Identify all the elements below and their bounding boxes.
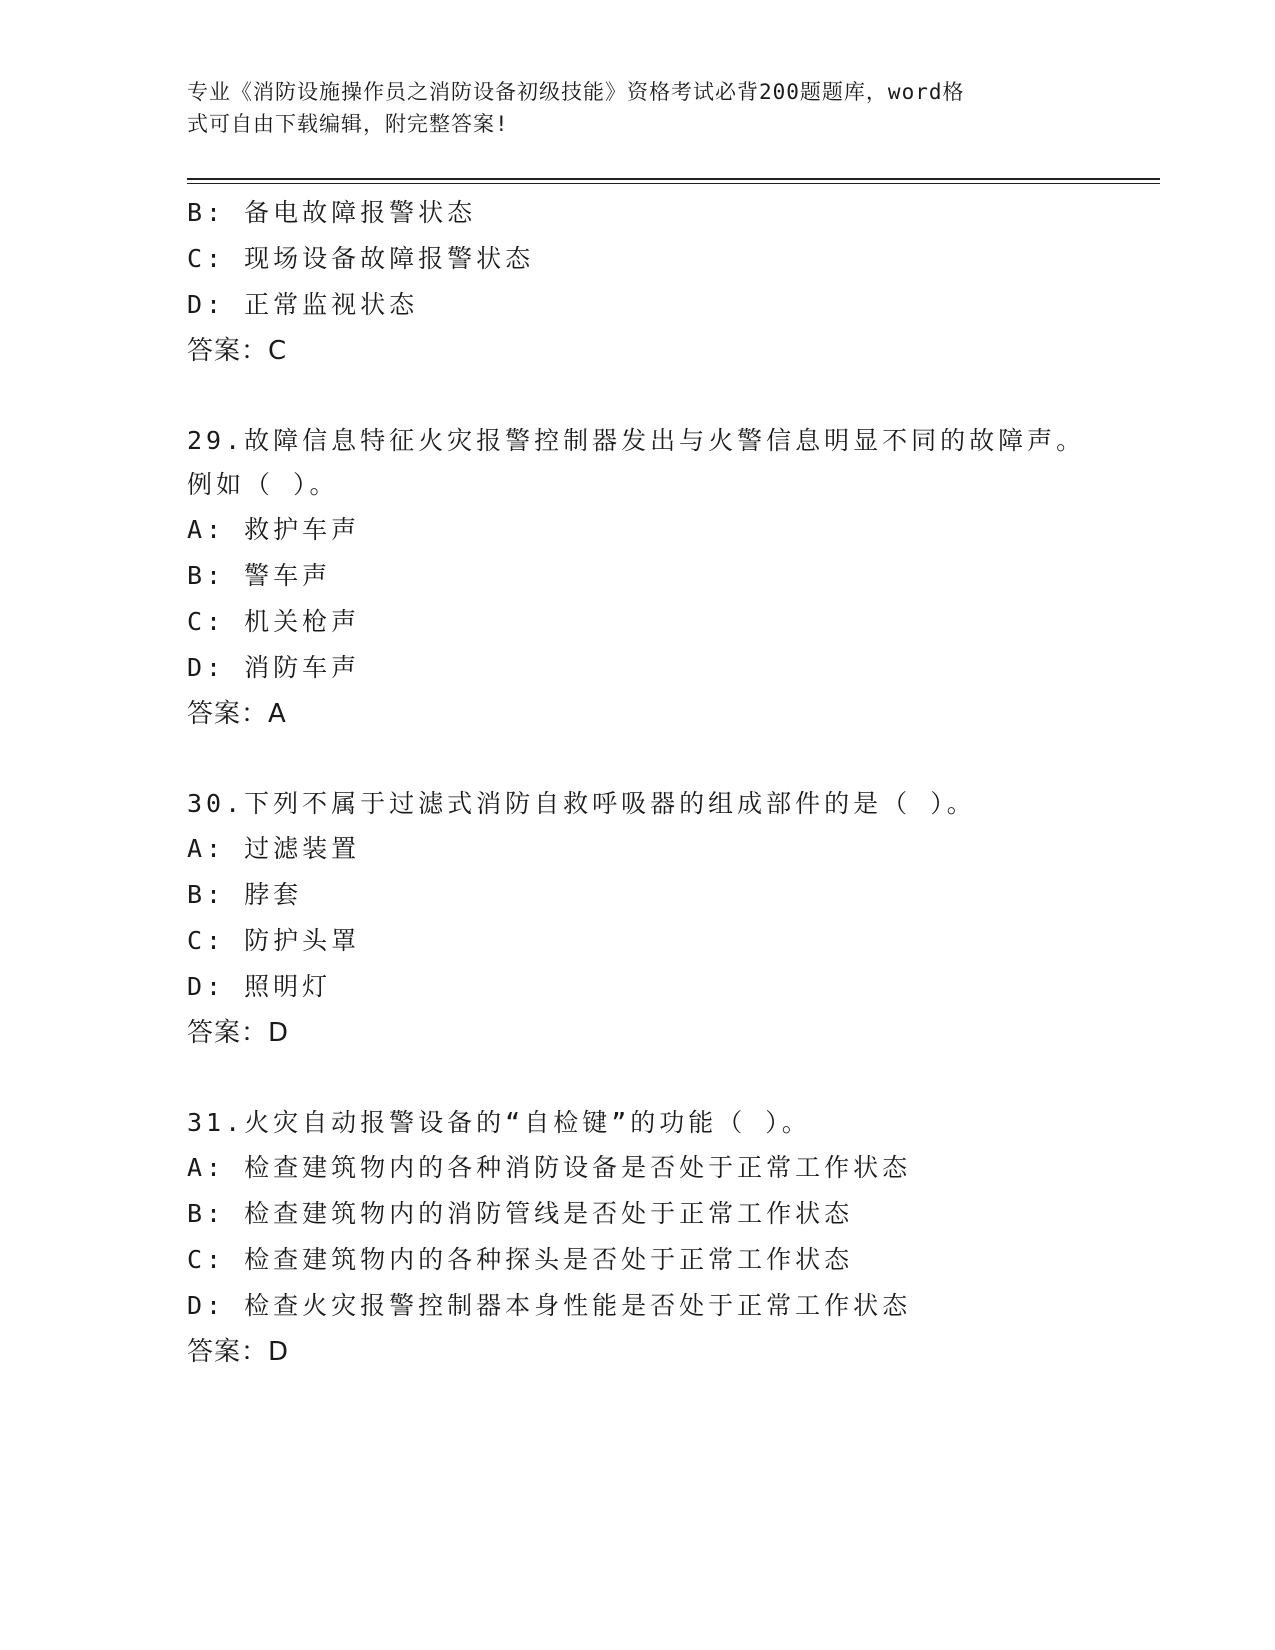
question-29: [187, 419, 1087, 737]
header-divider-thick: [187, 178, 1160, 180]
answer-line: 答案：C: [187, 336, 288, 366]
answer-line: 答案：D: [187, 1337, 290, 1367]
document-header: [187, 76, 1067, 140]
question-30: [187, 782, 1087, 1056]
question-spacer: [187, 737, 1087, 782]
option-a: A: 过滤装置: [187, 834, 361, 863]
header-divider-thin: [187, 183, 1160, 184]
option-d: D: 消防车声: [187, 653, 361, 682]
header-line-2: 式可自由下载编辑，附完整答案!: [187, 112, 509, 136]
question-stem: 30.下列不属于过滤式消防自救呼吸器的组成部件的是（ ）。: [187, 789, 976, 818]
option-d: D: 检查火灾报警控制器本身性能是否处于正常工作状态: [187, 1291, 912, 1320]
question-spacer: [187, 374, 1087, 419]
option-b: B: 脖套: [187, 880, 303, 909]
question-stem-continued: 例如（ ）。: [187, 470, 339, 499]
question-31: [187, 1101, 1087, 1375]
option-c: C: 防护头罩: [187, 926, 361, 955]
option-c: C: 现场设备故障报警状态: [187, 244, 535, 273]
option-c: C: 机关枪声: [187, 607, 361, 636]
answer-line: 答案：D: [187, 1018, 290, 1048]
header-line-1: 专业《消防设施操作员之消防设备初级技能》资格考试必背200题题库，word格: [187, 80, 965, 104]
option-d: D: 照明灯: [187, 972, 332, 1001]
option-c: C: 检查建筑物内的各种探头是否处于正常工作状态: [187, 1245, 854, 1274]
question-list: [187, 190, 1087, 1375]
option-a: A: 检查建筑物内的各种消防设备是否处于正常工作状态: [187, 1153, 912, 1182]
option-d: D: 正常监视状态: [187, 290, 419, 319]
option-a: A: 救护车声: [187, 515, 361, 544]
question-spacer: [187, 1056, 1087, 1101]
question-stem: 29.故障信息特征火灾报警控制器发出与火警信息明显不同的故障声。: [187, 426, 1086, 455]
option-b: B: 检查建筑物内的消防管线是否处于正常工作状态: [187, 1199, 854, 1228]
answer-line: 答案：A: [187, 699, 287, 729]
question-28-partial: [187, 190, 1087, 374]
question-stem: 31.火灾自动报警设备的“自检键”的功能（ ）。: [187, 1108, 811, 1137]
option-b: B: 备电故障报警状态: [187, 198, 477, 227]
option-b: B: 警车声: [187, 561, 332, 590]
